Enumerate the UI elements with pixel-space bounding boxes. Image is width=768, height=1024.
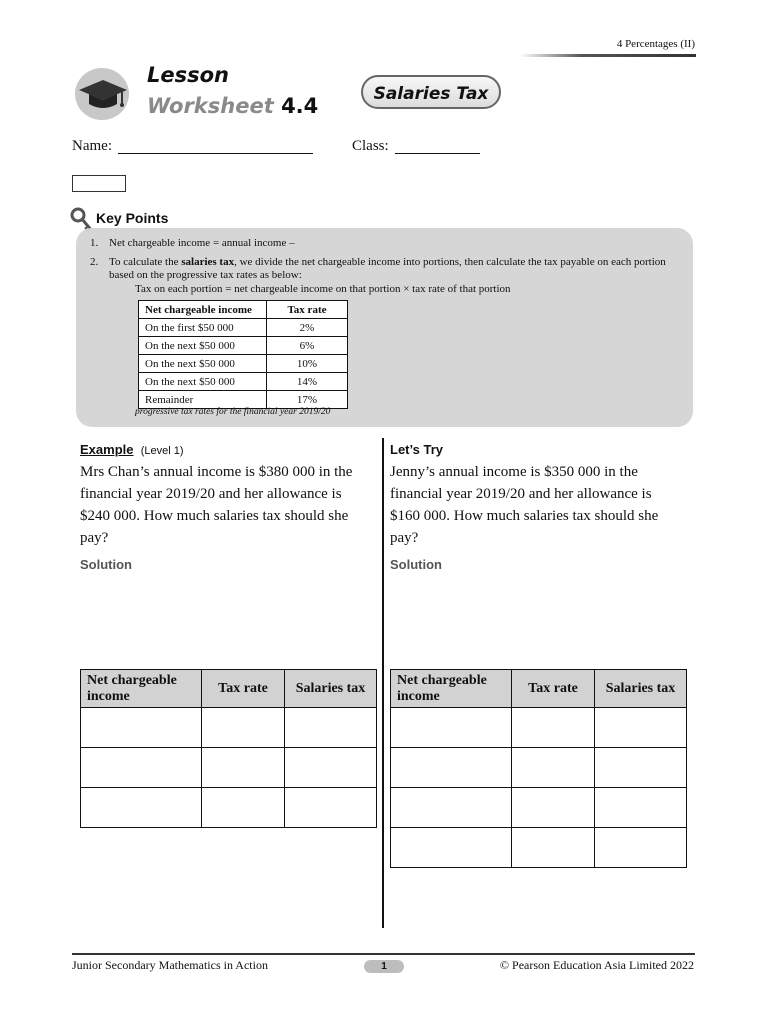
try-question: Jenny’s annual income is $350 000 in the financial year 2019/20 and her allowance is $160 000. How much salaries tax should she pay? (390, 464, 659, 546)
try-table-row[interactable] (391, 748, 687, 788)
tax-band: Remainder (139, 391, 267, 409)
topic-title: Salaries Tax (361, 75, 501, 109)
score-box[interactable] (72, 175, 126, 192)
tax-rate: 17% (267, 391, 348, 409)
tax-row (139, 391, 348, 409)
example-level: (Level 1) (140, 445, 184, 457)
worksheet-label (147, 94, 318, 118)
example-table-header (81, 670, 377, 708)
lesson-label: Lesson (147, 63, 230, 87)
try-header-income: Net chargeable income (391, 670, 512, 708)
example-question: Mrs Chan’s annual income is $380 000 in the financial year 2019/20 and her allowance is $240 000. How much salaries tax should she pay? (80, 464, 353, 546)
tax-row (139, 319, 348, 337)
try-table-row[interactable] (391, 708, 687, 748)
answer-cell[interactable] (285, 708, 377, 748)
try-header-tax: Salaries tax (595, 670, 687, 708)
answer-cell[interactable] (512, 748, 595, 788)
try-table-row[interactable] (391, 788, 687, 828)
footer-rule (72, 953, 695, 955)
key-point-2-text-a: To calculate the (109, 256, 182, 268)
answer-cell[interactable] (512, 708, 595, 748)
example-header-tax: Salaries tax (285, 670, 377, 708)
tax-formula: Tax on each portion = net chargeable income on that portion × tax rate of that portion (135, 283, 511, 295)
example-heading (80, 442, 184, 457)
tax-band: On the first $50 000 (139, 319, 267, 337)
class-field[interactable] (395, 153, 480, 154)
name-label: Name: (72, 138, 112, 154)
tax-row (139, 337, 348, 355)
page-number: 1 (364, 960, 404, 973)
footer-copyright: © Pearson Education Asia Limited 2022 (499, 958, 694, 972)
key-points-title: Key Points (96, 210, 169, 226)
key-point-1-number: 1. (90, 237, 99, 249)
footer-book-title: Junior Secondary Mathematics in Action (72, 958, 268, 972)
example-header-income: Net chargeable income (81, 670, 202, 708)
key-point-1: Net chargeable income = annual income – (109, 237, 295, 249)
tax-rate: 2% (267, 319, 348, 337)
answer-cell[interactable] (391, 828, 512, 868)
column-divider (382, 438, 384, 928)
chapter-heading: 4 Percentages (II) (616, 38, 695, 50)
example-table-row[interactable] (81, 748, 377, 788)
answer-cell[interactable] (391, 708, 512, 748)
answer-cell[interactable] (512, 828, 595, 868)
tax-rate: 14% (267, 373, 348, 391)
worksheet-word: Worksheet (147, 94, 274, 118)
answer-cell[interactable] (285, 748, 377, 788)
answer-cell[interactable] (81, 788, 202, 828)
worksheet-number: 4.4 (281, 94, 319, 118)
example-table-row[interactable] (81, 708, 377, 748)
answer-cell[interactable] (391, 748, 512, 788)
example-title: Example (80, 442, 134, 457)
answer-cell[interactable] (202, 788, 285, 828)
tax-header-income: Net chargeable income (139, 301, 267, 319)
answer-cell[interactable] (391, 788, 512, 828)
key-point-2 (109, 256, 681, 282)
answer-cell[interactable] (202, 748, 285, 788)
answer-cell[interactable] (202, 708, 285, 748)
answer-cell[interactable] (595, 828, 687, 868)
try-answer-table (390, 669, 687, 868)
name-field[interactable] (118, 153, 313, 154)
class-label: Class: (352, 138, 389, 154)
try-table-row[interactable] (391, 828, 687, 868)
example-answer-table (80, 669, 377, 828)
tax-band: On the next $50 000 (139, 373, 267, 391)
try-title: Let’s Try (390, 442, 443, 457)
key-point-2-text-b: , we divide the net chargeable income into portions, then calculate the tax payable on each portion based on the progressive tax rates as below: (109, 256, 666, 281)
answer-cell[interactable] (285, 788, 377, 828)
answer-cell[interactable] (595, 708, 687, 748)
answer-cell[interactable] (81, 708, 202, 748)
answer-cell[interactable] (595, 788, 687, 828)
graduation-cap-icon (75, 68, 129, 120)
example-table-row[interactable] (81, 788, 377, 828)
tax-row (139, 373, 348, 391)
key-point-2-number: 2. (90, 256, 99, 268)
tax-band: On the next $50 000 (139, 355, 267, 373)
tax-rate-table (138, 300, 348, 409)
example-header-rate: Tax rate (202, 670, 285, 708)
key-point-2-term: salaries tax (181, 256, 235, 268)
tax-rate: 6% (267, 337, 348, 355)
example-solution-label: Solution (80, 557, 132, 572)
answer-cell[interactable] (595, 748, 687, 788)
tax-row (139, 355, 348, 373)
tax-band: On the next $50 000 (139, 337, 267, 355)
answer-cell[interactable] (512, 788, 595, 828)
tax-table-header (139, 301, 348, 319)
tax-table-caption: progressive tax rates for the financial year 2019/20 (135, 407, 331, 417)
try-solution-label: Solution (390, 557, 442, 572)
try-header-rate: Tax rate (512, 670, 595, 708)
tax-rate: 10% (267, 355, 348, 373)
tax-header-rate: Tax rate (267, 301, 348, 319)
try-table-header (391, 670, 687, 708)
header-rule (520, 54, 696, 57)
answer-cell[interactable] (81, 748, 202, 788)
